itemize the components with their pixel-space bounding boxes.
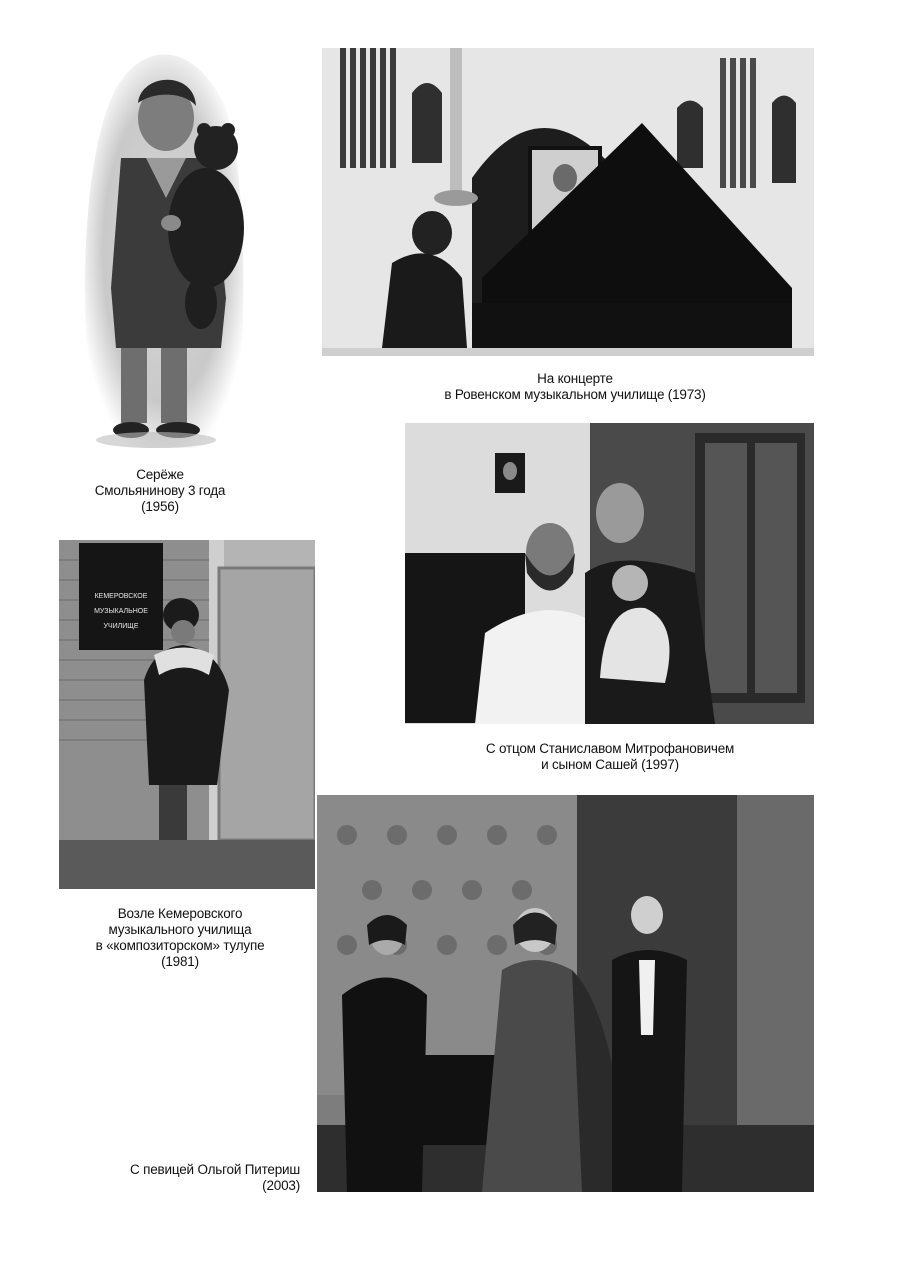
- caption-kemerovo-line-4: (1981): [161, 954, 199, 969]
- photo-family-with-father-and-son: [405, 423, 814, 724]
- caption-child-line-3: (1956): [141, 499, 179, 514]
- caption-concert-line-2: в Ровенском музыкальном училище (1973): [444, 387, 706, 402]
- caption-family-line-2: и сыном Сашей (1997): [541, 757, 679, 772]
- photo-kemerovo-music-school: [59, 540, 315, 889]
- caption-family-line-1: С отцом Станиславом Митрофановичем: [485, 741, 735, 756]
- sign-line-2: МУЗЫКАЛЬНОЕ: [94, 608, 148, 615]
- caption-child: [70, 467, 250, 515]
- caption-kemerovo-line-2: музыкального училища: [108, 922, 252, 937]
- photo-concert-organ-piano: [322, 48, 814, 356]
- caption-kemerovo-line-3: в «композиторском» тулупе: [95, 938, 265, 953]
- caption-kemerovo: [70, 906, 290, 970]
- caption-singer-line-1: С певицей Ольгой Питериш: [130, 1162, 300, 1177]
- sign-line-3: УЧИЛИЩЕ: [103, 623, 139, 630]
- caption-concert: [410, 371, 740, 403]
- photo-child-with-teddy-bear: [76, 48, 246, 453]
- caption-child-line-2: Смольянинову 3 года: [94, 483, 226, 498]
- caption-concert-line-1: На концерте: [537, 371, 613, 386]
- photo-with-singer: [317, 795, 814, 1192]
- caption-singer-line-2: (2003): [262, 1178, 300, 1193]
- caption-kemerovo-line-1: Возле Кемеровского: [117, 906, 243, 921]
- caption-child-line-1: Серёже: [136, 467, 184, 482]
- caption-singer: [100, 1162, 300, 1194]
- sign-line-1: КЕМЕРОВСКОЕ: [94, 593, 148, 600]
- caption-family: [440, 741, 780, 773]
